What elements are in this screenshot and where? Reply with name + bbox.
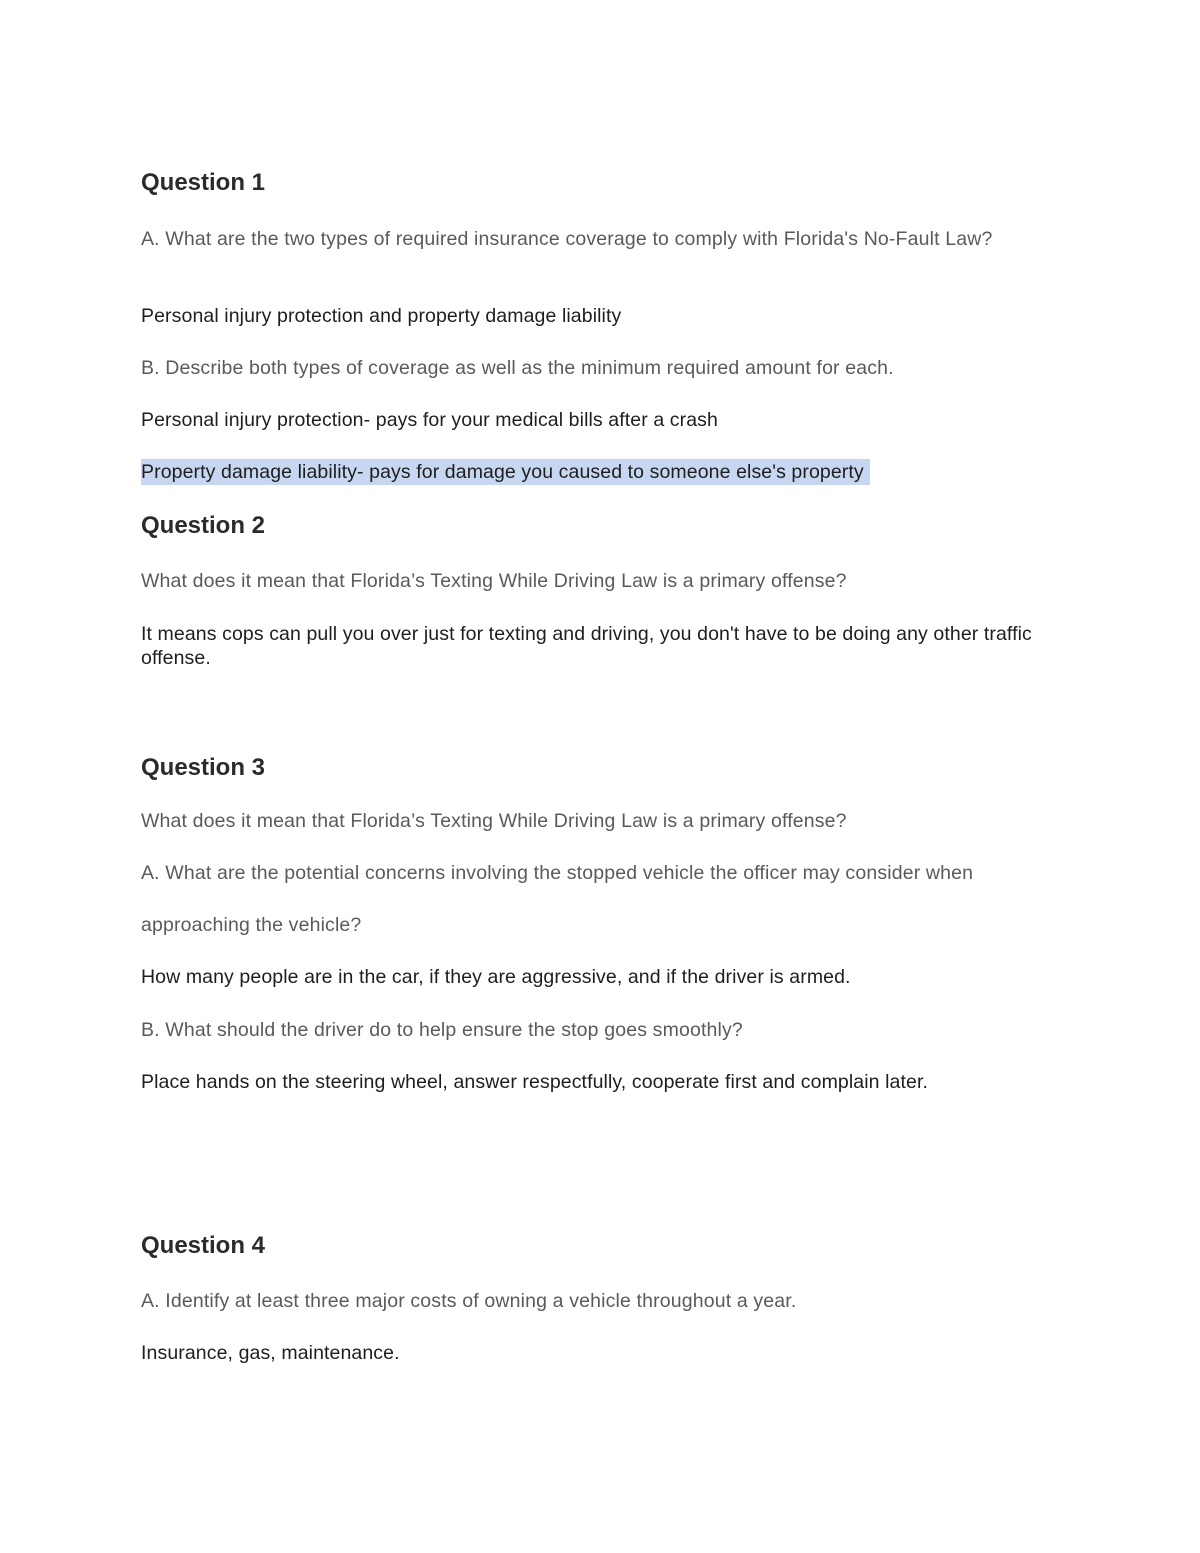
question-2-heading: Question 2 [141, 512, 266, 539]
question-3-part-b-prompt: B. What should the driver do to help ensure the stop goes smoothly? [141, 1019, 743, 1041]
question-1-part-b-prompt: B. Describe both types of coverage as well as the minimum required amount for each. [141, 357, 894, 379]
question-2-answer: It means cops can pull you over just for texting and driving, you don't have to be doing any other traffic offense. [141, 623, 1032, 669]
question-3-part-a-prompt-line-1: A. What are the potential concerns involving the stopped vehicle the officer may consider when [141, 862, 974, 884]
question-3-intro: What does it mean that Florida’s Texting While Driving Law is a primary offense? [141, 810, 847, 832]
question-1-part-b-answer-pdl [141, 461, 870, 484]
question-1-part-a-answer: Personal injury protection and property damage liability [141, 305, 622, 327]
question-1-heading: Question 1 [141, 169, 266, 196]
question-3-part-a-prompt-line-2: approaching the vehicle? [141, 914, 362, 936]
question-2-prompt: What does it mean that Florida’s Texting While Driving Law is a primary offense? [141, 570, 847, 592]
question-4-part-a-answer: Insurance, gas, maintenance. [141, 1342, 400, 1364]
question-3-part-a-answer: How many people are in the car, if they are aggressive, and if the driver is armed. [141, 966, 851, 988]
question-4-part-a-prompt: A. Identify at least three major costs of owning a vehicle throughout a year. [141, 1290, 797, 1312]
question-1-part-b-answer-pip: Personal injury protection- pays for your medical bills after a crash [141, 409, 718, 431]
question-4-heading: Question 4 [141, 1232, 266, 1259]
question-1-part-a-prompt: A. What are the two types of required insurance coverage to comply with Florida's No-Fault Law? [141, 228, 993, 250]
question-3-heading: Question 3 [141, 754, 266, 781]
selected-text-highlight: Property damage liability- pays for damage you caused to someone else's property [141, 459, 870, 485]
question-3-part-b-answer: Place hands on the steering wheel, answer respectfully, cooperate first and complain later. [141, 1071, 929, 1093]
